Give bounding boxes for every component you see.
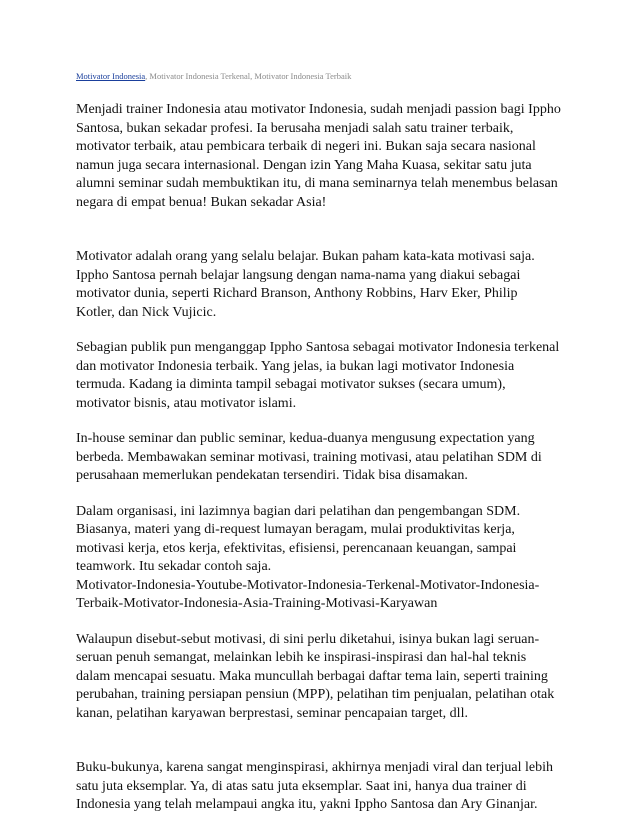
paragraph-5 [76,503,576,614]
text-line: Biasanya, materi yang di-request lumayan beragam, mulai produktivitas kerja, [76,522,515,537]
text-line: dalam mencapai sesuatu. Maka muncullah berbagai daftar tema lain, seperti training [76,668,548,684]
paragraph-7 [76,759,576,815]
text-line: Sebagian publik pun menganggap Ippho Santosa sebagai motivator Indonesia terkenal [76,340,560,355]
text-line: teamwork. Itu sekadar contoh saja. [76,559,272,574]
tag-line [76,70,576,82]
text-line: termuda. Kadang ia diminta tampil sebagai motivator sukses (secara umum), [76,377,506,392]
paragraph-3 [76,339,576,413]
text-line: motivasi kerja, etos kerja, efektivitas, efisiensi, perencanaan keuangan, sampai [76,540,517,556]
text-line: dan motivator Indonesia terbaik. Yang jelas, ia bukan lagi motivator Indonesia [76,358,515,374]
text-line: Motivator adalah orang yang selalu belajar. Bukan paham kata-kata motivasi saja. [76,249,535,264]
text-line: Dalam organisasi, ini lazimnya bagian dari pelatihan dan pengembangan SDM. [76,503,521,519]
text-line: Santosa, bukan sekadar profesi. Ia berusaha menjadi salah satu trainer terbaik, [76,120,514,136]
text-line: Terbaik-Motivator-Indonesia-Asia-Training-Motivasi-Karyawan [76,596,438,611]
text-line: Menjadi trainer Indonesia atau motivator Indonesia, sudah menjadi passion bagi Ippho [76,102,561,117]
text-line: Buku-bukunya, karena sangat menginspirasi, akhirnya menjadi viral dan terjual lebih [76,760,554,775]
text-line: motivator terbaik, atau pembicara terbaik di negeri ini. Bukan saja secara nasional [76,139,536,154]
text-line: namun juga secara internasional. Dengan izin Yang Maha Kuasa, sekitar satu juta [76,157,532,173]
paragraph-1 [76,101,576,212]
paragraph-4 [76,430,576,486]
text-line: Indonesia yang telah melampaui angka itu, yakni Ippho Santosa dan Ary Ginanjar. [76,797,538,812]
text-line: Ippho Santosa pernah belajar langsung dengan nama-nama yang diakui sebagai [76,267,521,283]
text-line: kanan, pelatihan karyawan berprestasi, seminar pencapaian target, dll. [76,705,468,721]
text-line: perusahaan memerlukan pendekatan tersendiri. Tidak bisa disamakan. [76,468,468,483]
tag-line-rest: , Motivator Indonesia Terkenal, Motivator Indonesia Terbaik [145,71,352,81]
text-line: Walaupun disebut-sebut motivasi, di sini perlu diketahui, isinya bukan lagi seruan- [76,631,540,647]
text-line: satu juta eksemplar. Ya, di atas satu juta eksemplar. Saat ini, hanya dua trainer di [76,778,527,794]
text-line: motivator bisnis, atau motivator islami. [76,395,297,411]
text-line: In-house seminar dan public seminar, kedua-duanya mengusung expectation yang [76,431,535,446]
text-line: Motivator-Indonesia-Youtube-Motivator-Indonesia-Terkenal-Motivator-Indonesia- [76,577,540,593]
text-line: negara di empat benua! Bukan sekadar Asia! [76,194,327,210]
text-line: seruan penuh semangat, melainkan lebih ke inspirasi-inspirasi dan hal-hal teknis [76,650,527,665]
text-line: Kotler, dan Nick Vujicic. [76,304,217,320]
text-line: alumni seminar sudah membuktikan itu, di mana seminarnya telah menembus belasan [76,176,558,191]
text-line: berbeda. Membawakan seminar motivasi, training motivasi, atau pelatihan SDM di [76,449,542,465]
paragraph-6 [76,631,576,724]
paragraph-2 [76,248,576,322]
text-line: perubahan, training persiapan pensiun (MPP), pelatihan tim penjualan, pelatihan otak [76,687,555,702]
tag-link-motivator-indonesia[interactable]: Motivator Indonesia [76,71,146,81]
document-page [76,70,576,815]
text-line: motivator dunia, seperti Richard Branson, Anthony Robbins, Harv Eker, Philip [76,286,518,301]
